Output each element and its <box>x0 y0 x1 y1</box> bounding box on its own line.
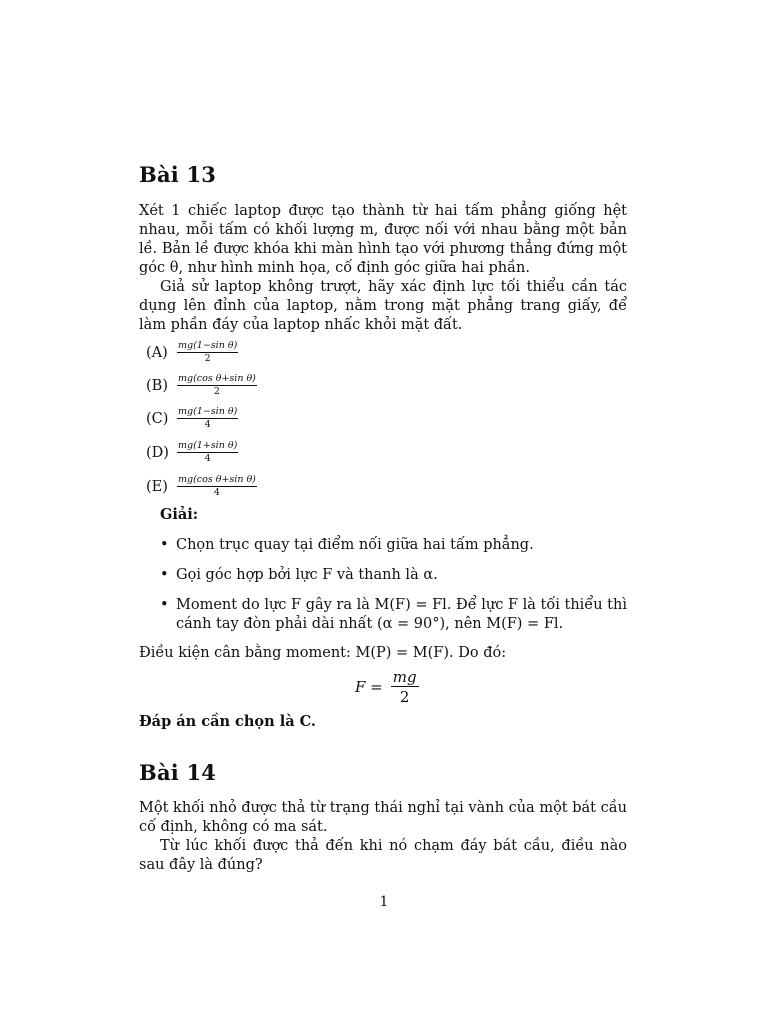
problem-13-paragraph-1: Xét 1 chiếc laptop được tạo thành từ hai tấm phẳng giống hệt nhau, mỗi tấm có khối lượng m, được nối với nhau bằng một bản lề. Bản lề được khóa khi màn hình tạo với phương thẳng đứng một góc θ, như hình minh họa, cố định góc giữa hai phần. <box>139 203 627 276</box>
option-fraction <box>177 341 238 364</box>
option-label: (A) <box>146 344 168 361</box>
option-b <box>146 374 257 397</box>
option-label: (D) <box>146 444 169 461</box>
option-fraction <box>177 407 238 430</box>
fraction-numerator: mg(1+sin θ) <box>178 440 238 451</box>
option-d <box>146 441 238 464</box>
option-label: (B) <box>146 377 168 394</box>
option-fraction <box>177 475 257 498</box>
option-fraction <box>177 374 257 397</box>
equation-numerator: mg <box>392 668 417 686</box>
equilibrium-condition: Điều kiện cân bằng moment: M(P) = M(F). Do đó: <box>139 645 507 661</box>
fraction-denominator: 2 <box>213 386 220 397</box>
fraction-numerator: mg(1−sin θ) <box>178 340 238 351</box>
problem-14-paragraph-2: Từ lúc khối được thả đến khi nó chạm đáy bát cầu, điều nào sau đây là đúng? <box>139 838 627 873</box>
problem-13-heading: Bài 13 <box>139 162 217 187</box>
result-equation <box>355 668 419 706</box>
problem-14-paragraph-1: Một khối nhỏ được thả từ trạng thái nghỉ tại vành của một bát cầu cố định, không có ma sát. <box>139 800 627 835</box>
problem-14-heading: Bài 14 <box>139 760 217 785</box>
option-fraction <box>177 441 238 464</box>
fraction-denominator: 4 <box>204 453 211 464</box>
bullet-icon: • <box>160 597 169 613</box>
solution-bullet-1 <box>160 536 627 555</box>
bullet-icon: • <box>160 567 169 583</box>
solution-label: Giải: <box>160 506 199 523</box>
answer-statement: Đáp án cần chọn là C. <box>139 713 316 730</box>
fraction-numerator: mg(cos θ+sin θ) <box>178 373 256 384</box>
fraction-denominator: 4 <box>213 487 220 498</box>
fraction-denominator: 4 <box>204 419 211 430</box>
bullet-icon: • <box>160 537 169 553</box>
fraction-numerator: mg(1−sin θ) <box>178 406 238 417</box>
option-label: (C) <box>146 410 169 427</box>
bullet-text: Chọn trục quay tại điểm nối giữa hai tấm phẳng. <box>176 537 534 553</box>
fraction-denominator: 2 <box>204 353 211 364</box>
problem-13-paragraph-2: Giả sử laptop không trượt, hãy xác định lực tối thiểu cần tác dụng lên đỉnh của laptop, nằm trong mặt phẳng trang giấy, để làm phần đáy của laptop nhấc khỏi mặt đất. <box>139 279 627 333</box>
solution-bullet-2 <box>160 566 627 585</box>
option-c <box>146 407 238 430</box>
option-label: (E) <box>146 478 168 495</box>
equation-lhs: F = <box>355 678 383 696</box>
option-a <box>146 341 238 364</box>
page-number: 1 <box>379 894 389 910</box>
fraction-numerator: mg(cos θ+sin θ) <box>178 474 256 485</box>
option-e <box>146 475 257 498</box>
solution-bullet-3 <box>160 596 627 634</box>
equation-fraction <box>391 668 419 706</box>
equation-denominator: 2 <box>399 688 410 706</box>
bullet-text: Moment do lực F gây ra là M(F) = Fl. Để lực F là tối thiểu thì cánh tay đòn phải dài nhất (α = 90°), nên M(F) = Fl. <box>176 597 627 632</box>
bullet-text: Gọi góc hợp bởi lực F và thanh là α. <box>176 567 438 583</box>
